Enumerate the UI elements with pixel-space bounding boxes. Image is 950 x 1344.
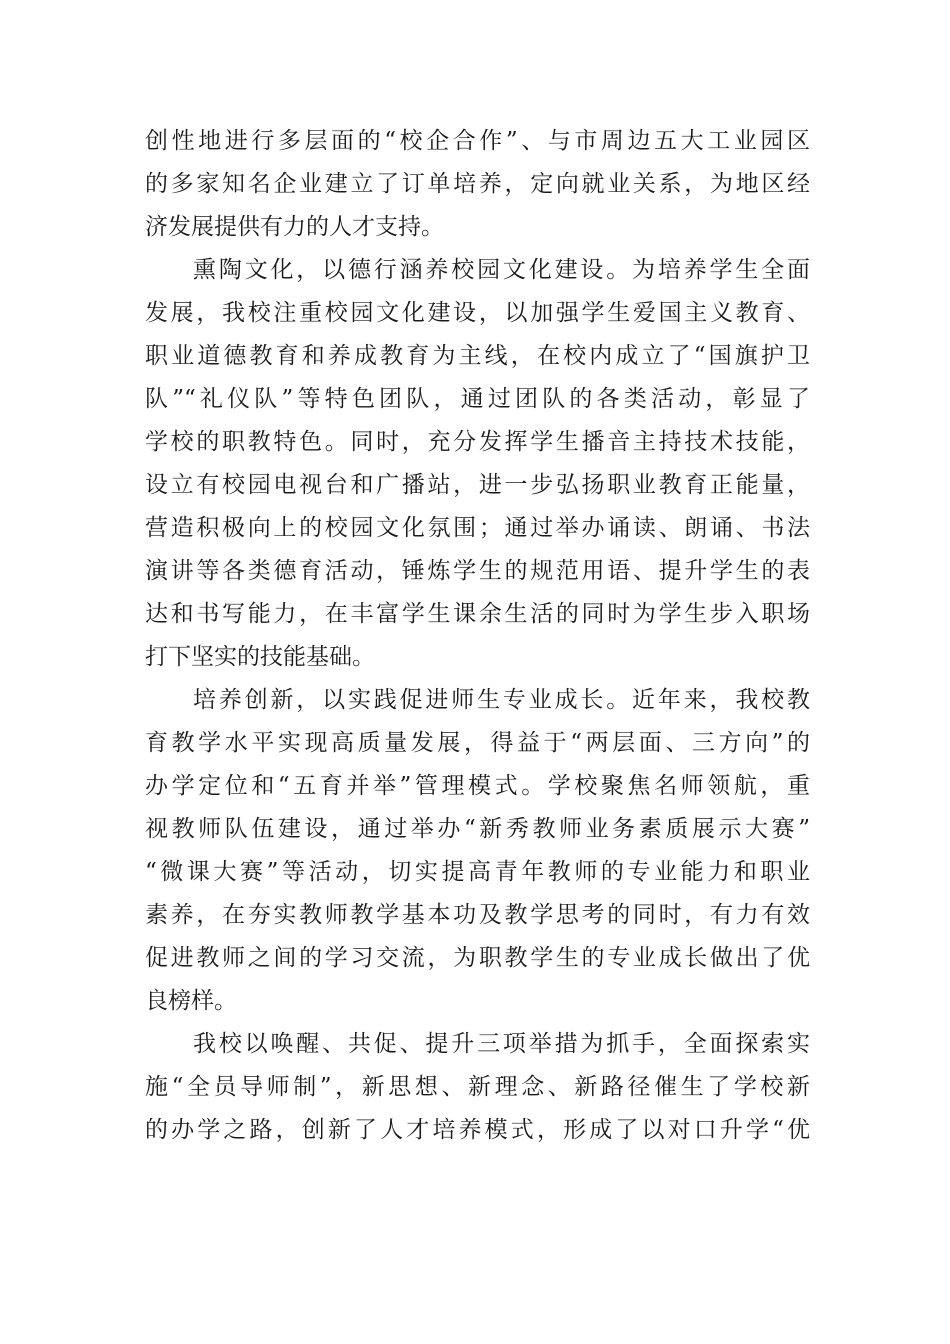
text-line: 熏陶文化，以德行涵养校园文化建设。为培养学生全面 (193, 257, 810, 283)
text-line: 演讲等各类德育活动，锤炼学生的规范用语、提升学生的表 (145, 558, 810, 584)
text-line: 育教学水平实现高质量发展，得益于“两层面、三方向”的 (145, 730, 810, 756)
text-line: 素养，在夯实教师教学基本功及教学思考的同时，有力有效 (145, 902, 810, 928)
text-line: 施“全员导师制”，新思想、新理念、新路径催生了学校新 (145, 1074, 810, 1100)
text-line: 队”“礼仪队”等特色团队，通过团队的各类活动，彰显了 (145, 386, 810, 412)
text-line: 学校的职教特色。同时，充分发挥学生播音主持技术技能， (145, 429, 810, 455)
text-line: 视教师队伍建设，通过举办“新秀教师业务素质展示大赛” (145, 816, 810, 842)
text-line: 良榜样。 (145, 988, 237, 1014)
text-line: “微课大赛”等活动，切实提高青年教师的专业能力和职业 (145, 859, 810, 885)
text-line: 发展，我校注重校园文化建设，以加强学生爱国主义教育、 (145, 300, 810, 326)
text-line: 办学定位和“五育并举”管理模式。学校聚焦名师领航，重 (145, 773, 810, 799)
text-line: 营造积极向上的校园文化氛围；通过举办诵读、朗诵、书法 (145, 515, 810, 541)
text-line: 促进教师之间的学习交流，为职教学生的专业成长做出了优 (145, 945, 810, 971)
text-line: 职业道德教育和养成教育为主线，在校内成立了“国旗护卫 (145, 343, 810, 369)
text-line: 创性地进行多层面的“校企合作”、与市周边五大工业园区 (145, 128, 810, 154)
text-line: 设立有校园电视台和广播站，进一步弘扬职业教育正能量， (145, 472, 810, 498)
text-line: 我校以唤醒、共促、提升三项举措为抓手，全面探索实 (193, 1031, 810, 1057)
text-line: 达和书写能力，在丰富学生课余生活的同时为学生步入职场 (145, 601, 810, 627)
text-line: 的多家知名企业建立了订单培养，定向就业关系，为地区经 (145, 171, 810, 197)
document-body (145, 120, 810, 1152)
text-line: 打下坚实的技能基础。 (145, 644, 375, 670)
text-line: 培养创新，以实践促进师生专业成长。近年来，我校教 (193, 687, 810, 713)
text-line: 的办学之路，创新了人才培养模式，形成了以对口升学“优 (145, 1117, 810, 1143)
text-line: 济发展提供有力的人才支持。 (145, 214, 444, 240)
